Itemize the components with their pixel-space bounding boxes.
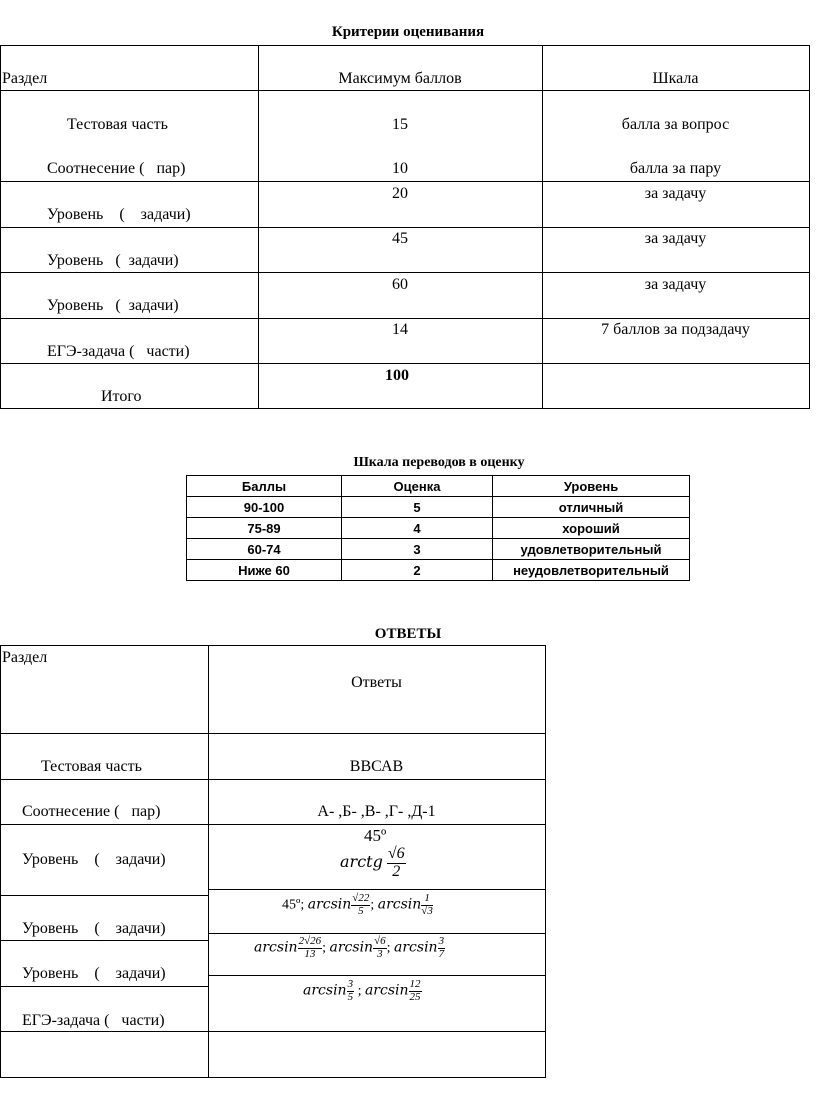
frac-den: 2	[392, 862, 401, 880]
frac-den: √3	[421, 904, 433, 917]
math-func: arctg	[340, 851, 383, 871]
answers-title: ОТВЕТЫ	[374, 626, 442, 642]
criteria-row-section: Тестовая часть	[67, 116, 168, 133]
criteria-row-scale: за задачу	[644, 276, 707, 293]
frac-num: 1	[421, 893, 433, 906]
answers-header-answer: Ответы	[351, 674, 402, 691]
math-sep: ;	[322, 940, 326, 956]
criteria-row-scale: 7 баллов за подзадачу	[601, 321, 750, 338]
frac-num: √6	[387, 845, 405, 862]
grade-cell: Ниже 60	[187, 560, 342, 581]
criteria-row-scale: за задачу	[644, 230, 707, 247]
grade-cell: 5	[342, 497, 493, 518]
grade-cell: 3	[342, 539, 493, 560]
table-row	[187, 497, 690, 518]
criteria-row-section: Уровень ( задачи)	[47, 252, 179, 269]
answer-degree: 45º	[364, 826, 387, 845]
table-row	[187, 560, 690, 581]
grade-cell: хороший	[493, 518, 690, 539]
criteria-title: Критерии оценивания	[331, 24, 485, 40]
answers-header-section: Раздел	[2, 649, 48, 666]
answers-row-answer: ВВСАВ	[349, 758, 404, 775]
criteria-row-section: ЕГЭ-задача ( части)	[47, 343, 190, 360]
criteria-total-label: Итого	[101, 388, 142, 405]
frac-den: 25	[409, 990, 421, 1003]
math-func: arcsin	[254, 939, 298, 956]
criteria-row-max: 20	[392, 185, 408, 202]
answer-formula-row4	[282, 893, 433, 917]
math-func: arcsin	[307, 896, 352, 913]
criteria-row-section: Уровень ( задачи)	[47, 297, 179, 314]
frac-den: 3	[377, 947, 383, 960]
answers-row-section: Уровень ( задачи)	[22, 920, 166, 937]
criteria-row-max: 60	[392, 276, 408, 293]
criteria-row-max: 10	[392, 160, 408, 177]
frac-num: 12	[409, 978, 421, 990]
grade-cell: неудовлетворительный	[493, 560, 690, 581]
grade-cell: удовлетворительный	[493, 539, 690, 560]
frac-num: √22	[352, 892, 370, 904]
grade-cell: 90-100	[187, 497, 342, 518]
criteria-total-value: 100	[385, 367, 409, 384]
criteria-row-scale: балла за пару	[629, 160, 722, 177]
grade-cell: отличный	[493, 497, 690, 518]
criteria-header-scale: Шкала	[652, 70, 699, 87]
answers-row-section: Тестовая часть	[41, 758, 142, 775]
answer-formula-row6	[303, 979, 422, 1003]
criteria-header-max: Максимум баллов	[338, 70, 462, 87]
grade-header: Уровень	[493, 476, 690, 497]
math-func: arcsin	[329, 939, 374, 956]
math-func: arcsin	[394, 939, 438, 956]
criteria-row-scale: за задачу	[644, 185, 707, 202]
answers-row-section: Уровень ( задачи)	[22, 965, 166, 982]
grade-scale-table	[186, 475, 690, 581]
criteria-row-max: 45	[392, 230, 408, 247]
frac-num: 2√26	[298, 935, 322, 947]
math-sep: ;	[386, 940, 391, 956]
frac-num: √6	[374, 935, 386, 947]
frac-den: 7	[438, 947, 445, 960]
criteria-row-section: Соотнесение ( пар)	[47, 160, 186, 177]
grade-scale-title: Шкала переводов в оценку	[353, 455, 525, 470]
math-func: arcsin	[377, 896, 422, 913]
answers-row-section: Соотнесение ( пар)	[22, 803, 161, 820]
grade-cell: 2	[342, 560, 493, 581]
math-text: 45º;	[282, 897, 305, 913]
criteria-row-max: 15	[392, 116, 408, 133]
math-func: arcsin	[364, 982, 409, 999]
table-row	[187, 539, 690, 560]
criteria-row-max: 14	[392, 321, 408, 338]
math-sep: ;	[370, 897, 375, 913]
grade-cell: 75-89	[187, 518, 342, 539]
grade-cell: 60-74	[187, 539, 342, 560]
math-sep: ;	[357, 983, 362, 999]
criteria-header-section: Раздел	[2, 70, 48, 87]
frac-den: 13	[304, 947, 316, 960]
table-row	[187, 518, 690, 539]
frac-den: 5	[347, 990, 354, 1003]
grade-header: Баллы	[187, 476, 342, 497]
answers-row-answer: А- ,Б- ,В- ,Г- ,Д-1	[317, 803, 436, 820]
answer-formula-row5	[254, 936, 445, 960]
math-func: arcsin	[303, 982, 347, 999]
answer-arctg-formula	[340, 846, 406, 881]
criteria-row-scale: балла за вопрос	[621, 116, 730, 133]
frac-num: 3	[347, 978, 354, 990]
answers-row-section: Уровень ( задачи)	[22, 851, 166, 868]
answers-row-section: ЕГЭ-задача ( части)	[22, 1012, 165, 1029]
frac-num: 3	[438, 935, 445, 947]
frac-den: 5	[358, 904, 364, 917]
grade-cell: 4	[342, 518, 493, 539]
criteria-row-section: Уровень ( задачи)	[47, 206, 191, 223]
grade-header: Оценка	[342, 476, 493, 497]
